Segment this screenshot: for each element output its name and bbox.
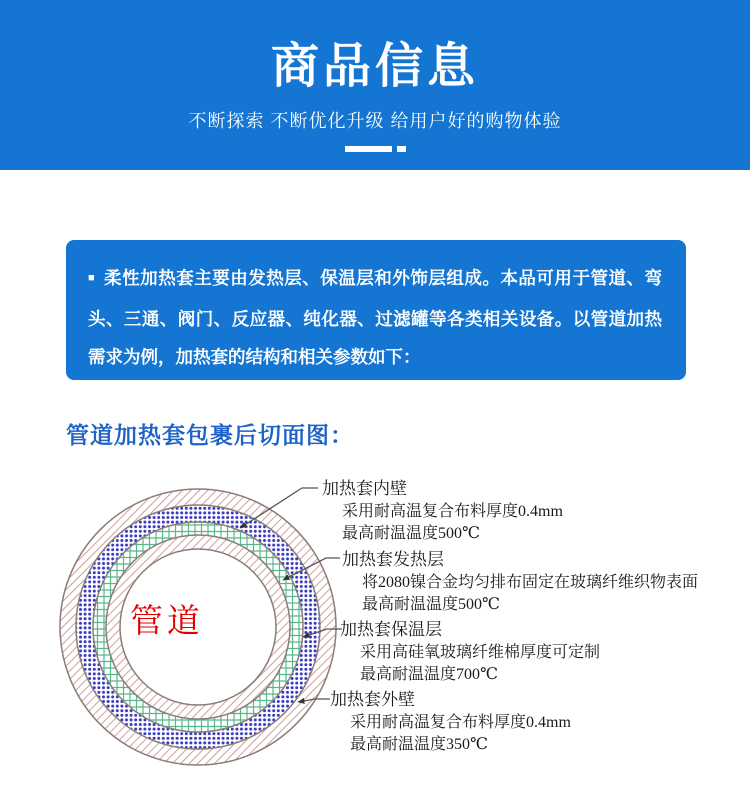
callout-detail-line: 最高耐温温度500℃ <box>342 525 480 542</box>
callout-detail <box>360 642 600 686</box>
divider-bar-long-icon <box>345 146 392 152</box>
intro-card <box>66 240 686 380</box>
callout-outer-wall <box>330 690 571 756</box>
callout-title: 加热套外壁 <box>330 690 415 709</box>
header-banner <box>0 0 750 170</box>
callout-title: 加热套内壁 <box>322 479 407 498</box>
pipe-label: 管道 <box>130 604 204 640</box>
callout-detail-line: 最高耐温温度500℃ <box>362 596 500 613</box>
callout-detail-line: 采用耐高温复合布料厚度0.4mm <box>350 714 571 731</box>
header-subtitle: 不断探索 不断优化升级 给用户好的购物体验 <box>188 111 562 131</box>
callout-insulation-layer <box>340 620 600 686</box>
callout-title: 加热套保温层 <box>340 620 442 639</box>
callout-detail <box>350 712 571 756</box>
callout-detail-line: 最高耐温温度700℃ <box>360 666 498 683</box>
callout-detail <box>342 501 563 545</box>
callout-heating-layer <box>342 550 698 616</box>
divider-bar-short-icon <box>397 146 406 152</box>
callout-title: 加热套发热层 <box>342 550 444 569</box>
intro-paragraph <box>66 240 686 376</box>
intro-text: 柔性加热套主要由发热层、保温层和外饰层组成。本品可用于管道、弯头、三通、阀门、反应器、纯化器、过滤罐等各类相关设备。以管道加热需求为例，加热套的结构和相关参数如下： <box>88 268 662 367</box>
square-bullet-icon: ■ <box>88 272 96 284</box>
callout-detail-line: 采用耐高温复合布料厚度0.4mm <box>342 503 563 520</box>
callout-inner-wall <box>322 479 563 545</box>
callout-detail <box>362 572 698 616</box>
section-title: 管道加热套包裹后切面图： <box>66 422 354 448</box>
header-divider <box>0 146 750 152</box>
callout-detail-line: 采用高硅氧玻璃纤维棉厚度可定制 <box>360 644 601 661</box>
callout-detail-line: 将2080镍合金均匀排布固定在玻璃纤维织物表面 <box>362 574 699 591</box>
page-title: 商品信息 <box>270 40 479 93</box>
callout-detail-line: 最高耐温温度350℃ <box>350 736 488 753</box>
